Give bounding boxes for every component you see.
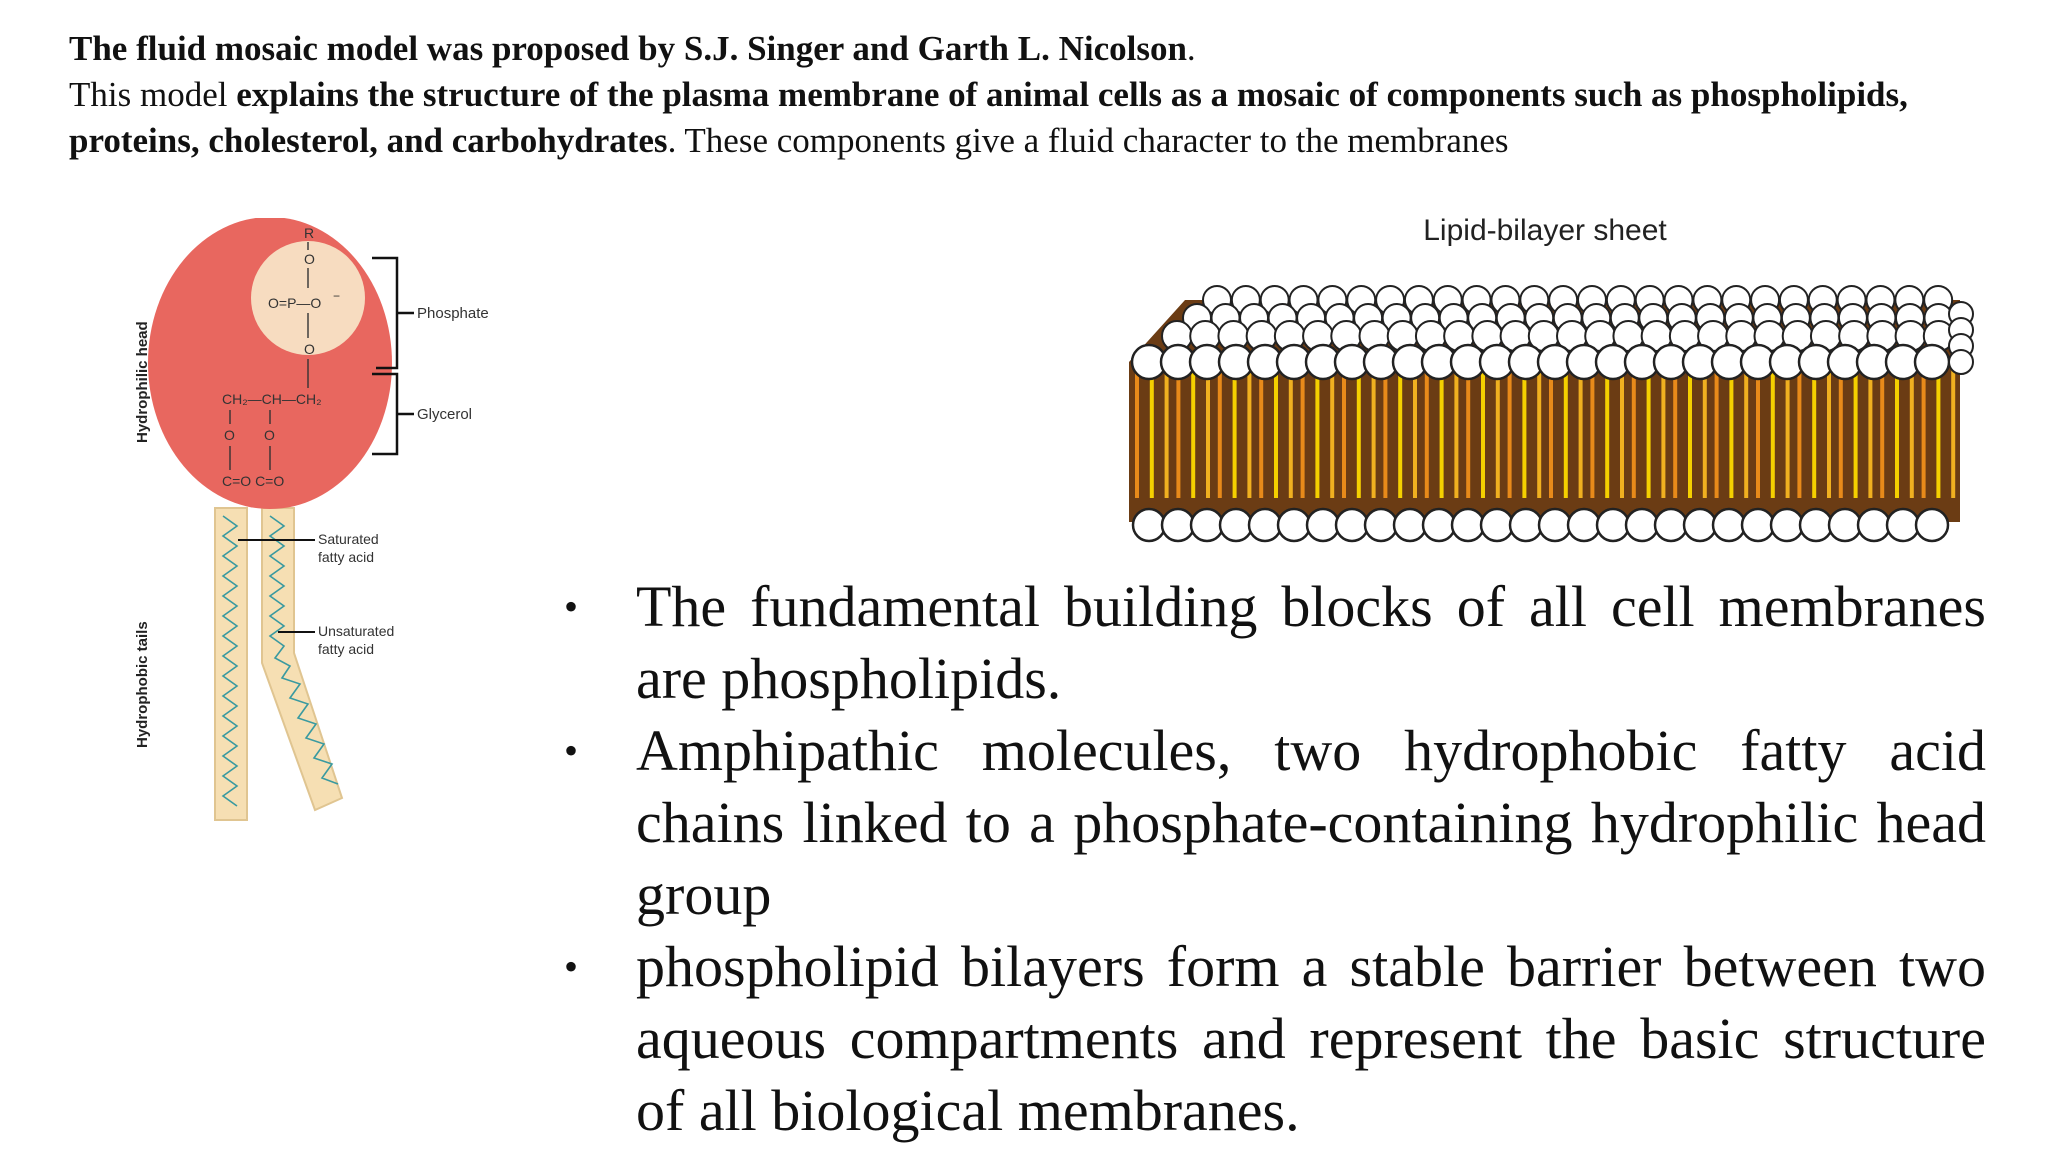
intro-text bbox=[69, 26, 1959, 164]
lipid-head-bottom bbox=[1307, 509, 1339, 541]
hydrophilic-head-label: Hydrophilic head bbox=[134, 321, 151, 443]
lipid-head-bottom bbox=[1713, 509, 1745, 541]
chem-r: R bbox=[304, 225, 315, 241]
lipid-head-bottom bbox=[1336, 509, 1368, 541]
phospholipid-diagram bbox=[110, 218, 550, 838]
chem-o-mid: O bbox=[264, 427, 275, 443]
bullet-symbol: • bbox=[563, 944, 578, 989]
lipid-head-top bbox=[1915, 345, 1949, 379]
lipid-head-bottom bbox=[1887, 509, 1919, 541]
chem-glycerol: CH₂—CH—CH₂ bbox=[222, 391, 322, 407]
bullet-text: Amphipathic molecules, two hydrophobic fatty acid chains linked to a phosphate-containing hydrophilic head group bbox=[636, 718, 1986, 927]
lipid-head-bottom bbox=[1452, 509, 1484, 541]
chem-o1: O bbox=[304, 251, 315, 267]
bullet-list bbox=[556, 571, 1986, 1147]
saturated-tail bbox=[215, 508, 247, 820]
bullet-item bbox=[556, 715, 1986, 931]
lipid-head-bottom bbox=[1829, 509, 1861, 541]
chem-o2: O bbox=[304, 341, 315, 357]
lipid-head-bottom bbox=[1191, 509, 1223, 541]
lipid-head-bottom bbox=[1800, 509, 1832, 541]
chem-o-left: O bbox=[224, 427, 235, 443]
lipid-head-bottom bbox=[1597, 509, 1629, 541]
lipid-head-bottom bbox=[1481, 509, 1513, 541]
lipid-head-bottom bbox=[1655, 509, 1687, 541]
bullet-item bbox=[556, 571, 1986, 715]
intro-end-2: . These components give a fluid character to the membranes bbox=[667, 121, 1509, 160]
bullet-text: The fundamental building blocks of all cell membranes are phospholipids. bbox=[636, 574, 1986, 711]
bullet-symbol: • bbox=[563, 584, 578, 629]
bullet-symbol: • bbox=[563, 728, 578, 773]
lipid-head-bottom bbox=[1916, 509, 1948, 541]
intro-bold-1: The fluid mosaic model was proposed by S.J. Singer and Garth L. Nicolson bbox=[69, 29, 1187, 68]
lipid-head-bottom bbox=[1742, 509, 1774, 541]
lipid-head-bottom bbox=[1394, 509, 1426, 541]
intro-end-1: . bbox=[1186, 29, 1196, 68]
chem-ester: C=O C=O bbox=[222, 473, 285, 489]
lipid-head-bottom bbox=[1133, 509, 1165, 541]
lipid-head-bottom bbox=[1162, 509, 1194, 541]
unsaturated-label-1: Unsaturated bbox=[318, 623, 395, 639]
lipid-head-bottom bbox=[1568, 509, 1600, 541]
glycerol-label: Glycerol bbox=[417, 406, 473, 423]
lipid-head-bottom bbox=[1423, 509, 1455, 541]
bilayer-title: Lipid-bilayer sheet bbox=[1423, 214, 1667, 247]
intro-start-2: This model bbox=[69, 75, 237, 114]
intro-line-2 bbox=[69, 72, 1959, 164]
bullet-text: phospholipid bilayers form a stable barrier between two aqueous compartments and represent the basic structure of all biological membranes. bbox=[636, 934, 1986, 1143]
bullet-item bbox=[556, 931, 1986, 1147]
chem-phosphate: O=P—O bbox=[268, 295, 322, 311]
lipid-bilayer-diagram bbox=[1115, 210, 1975, 550]
lipid-head-edge bbox=[1949, 350, 1973, 374]
lipid-head-bottom bbox=[1684, 509, 1716, 541]
chem-charge: − bbox=[333, 289, 341, 303]
saturated-label-2: fatty acid bbox=[318, 549, 375, 565]
lipid-head-bottom bbox=[1626, 509, 1658, 541]
hydrophobic-tails-label: Hydrophobic tails bbox=[134, 621, 151, 748]
lipid-head-bottom bbox=[1539, 509, 1571, 541]
saturated-label-1: Saturated bbox=[318, 531, 379, 547]
intro-line-1 bbox=[69, 26, 1959, 72]
lipid-head-bottom bbox=[1771, 509, 1803, 541]
lipid-head-bottom bbox=[1510, 509, 1542, 541]
lipid-head-bottom bbox=[1249, 509, 1281, 541]
lipid-head-bottom bbox=[1278, 509, 1310, 541]
intro-bold-2: explains the structure of the plasma membrane of animal cells as a mosaic of components such as phospholipids, proteins, cholesterol, and carbohydrates bbox=[69, 75, 1908, 160]
unsaturated-label-2: fatty acid bbox=[318, 641, 375, 657]
lipid-head-bottom bbox=[1365, 509, 1397, 541]
phosphate-label: Phosphate bbox=[417, 305, 489, 322]
lipid-head-bottom bbox=[1220, 509, 1252, 541]
lipid-head-bottom bbox=[1858, 509, 1890, 541]
